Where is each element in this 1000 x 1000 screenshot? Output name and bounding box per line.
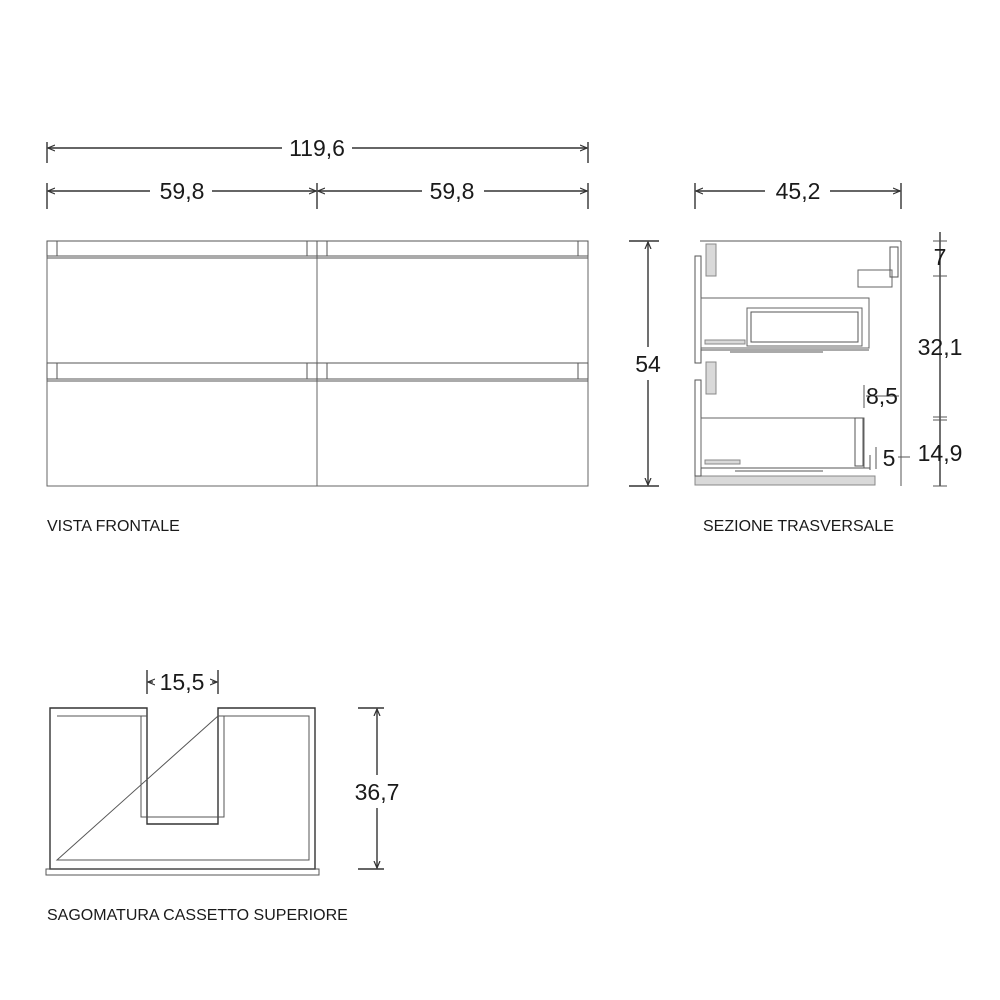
half-width-dimensions — [47, 178, 588, 209]
height-label: 54 — [635, 351, 661, 377]
notch-width-dimension — [147, 669, 218, 695]
drawer-profile-outline — [50, 708, 315, 869]
left-width-label: 59,8 — [159, 178, 205, 204]
profile-depth-dimension — [355, 708, 400, 869]
front-cabinet — [47, 241, 588, 486]
notch-width-label: 15,5 — [159, 669, 205, 695]
section-view-caption: SEZIONE TRASVERSALE — [703, 518, 894, 535]
drawer-top-left — [47, 241, 317, 363]
depth-label: 45,2 — [775, 178, 821, 204]
drawer-offset-label: 8,5 — [866, 383, 898, 409]
section-vertical-dimensions — [918, 232, 963, 486]
drawer-offset-dimension — [864, 383, 899, 409]
profile-depth-label: 36,7 — [354, 779, 400, 805]
top-gap-label: 7 — [933, 244, 947, 270]
lower-drawer-label: 14,9 — [917, 440, 963, 466]
height-dimension — [629, 241, 661, 486]
drawer-profile — [46, 669, 399, 924]
upper-drawer-label: 32,1 — [917, 334, 963, 360]
section-view — [695, 178, 962, 535]
right-width-label: 59,8 — [429, 178, 475, 204]
bottom-gap-dimension — [876, 445, 910, 471]
drawer-profile-caption: SAGOMATURA CASSETTO SUPERIORE — [47, 907, 348, 924]
depth-dimension — [695, 178, 901, 209]
total-width-label: 119,6 — [289, 135, 345, 161]
front-view-caption: VISTA FRONTALE — [47, 518, 180, 535]
section-carcass — [695, 241, 901, 486]
bottom-gap-label: 5 — [882, 445, 896, 471]
total-width-dimension — [47, 135, 588, 163]
drawer-top-right — [317, 241, 588, 363]
front-view — [47, 135, 661, 535]
